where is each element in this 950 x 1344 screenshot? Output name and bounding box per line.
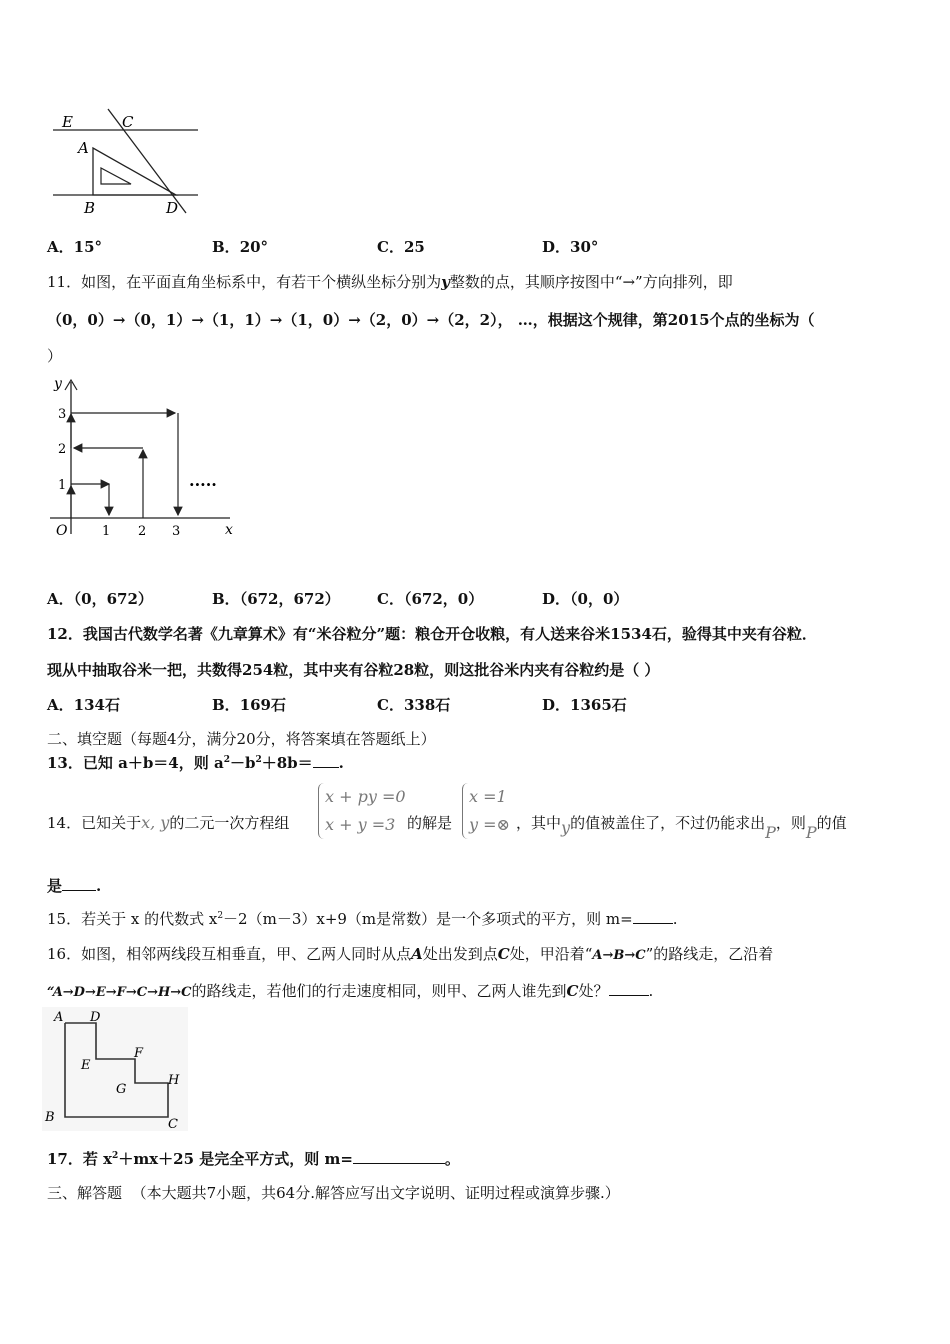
q13: 13．已知 a＋b＝4，则 $a^2-b^2+8b=$ .: [47, 754, 344, 772]
q11-xtick-2: 2: [138, 524, 147, 539]
section3-heading: 三、解答题 （本大题共7小题，共64分.解答应写出文字说明、证明过程或演算步骤.）: [47, 1184, 620, 1202]
q16-label-D: D: [90, 1010, 101, 1025]
q16-label-C: C: [168, 1117, 178, 1132]
q10-option-a: A．15°: [47, 238, 103, 256]
q10-option-b: B．20°: [212, 238, 269, 256]
q11-dots: ·····: [189, 475, 217, 494]
label-C: C: [122, 113, 134, 131]
q16-label-G: G: [116, 1082, 127, 1097]
q11-ytick-1: 1: [58, 478, 67, 493]
q16-label-H: H: [168, 1073, 180, 1088]
q11-xtick-3: 3: [172, 524, 181, 539]
q12-line1: 12．我国古代数学名著《九章算术》有“米谷粒分”题：粮仓开仓收粮，有人送来谷米1534石，验得其中夹有谷粒．: [47, 625, 817, 643]
q11-xtick-1: 1: [102, 524, 111, 539]
q16-label-B: B: [45, 1110, 55, 1125]
q11-line2: （0，0）→（0，1）→（1，1）→（1，0）→（2，0）→（2，2）， …，根据这个规律，第2015个点的坐标为（: [47, 311, 815, 329]
q14-rest: ，其中y的值被盖住了，不过仍能求出P，则P的值: [516, 814, 847, 842]
q11-option-b: B．（672，672）: [212, 590, 340, 608]
q11-origin: O: [56, 523, 68, 539]
q16-line1: 16．如图，相邻两线段互相垂直，甲、乙两人同时从点A处出发到点C处，甲沿着“A→B→C”的路线走，乙沿着: [47, 945, 774, 963]
label-E: E: [62, 113, 73, 131]
label-D: D: [166, 199, 179, 217]
q11-ytick-2: 2: [58, 442, 67, 457]
q11-figure: [45, 374, 245, 544]
q14-solution: x =1 y =⊗: [462, 783, 510, 839]
q11-x-label: x: [225, 522, 233, 538]
q14-prefix: 14．已知关于x, y的二元一次方程组: [47, 813, 290, 832]
q14-line2: 是 .: [47, 877, 102, 895]
section2-heading: 二、填空题（每题4分，满分20分，将答案填在答题纸上）: [47, 730, 436, 748]
q11-ytick-3: 3: [58, 407, 67, 422]
q10-option-c: C．25: [377, 238, 425, 256]
label-B: B: [84, 199, 96, 217]
q11-option-c: C．（672，0）: [377, 590, 484, 608]
q16-label-F: F: [134, 1046, 144, 1061]
q14-system: x + py =0 x + y =3: [318, 783, 406, 839]
q15: 15．若关于 x 的代数式 $x^2-2(m-3)x+9(m$是常数）是一个多项式的平方，则 m= .: [47, 910, 678, 928]
q16-label-E: E: [81, 1058, 91, 1073]
q11-option-d: D．（0，0）: [542, 590, 629, 608]
q10-figure: [48, 105, 208, 217]
q12-option-c: C．338石: [377, 696, 451, 714]
q11-line3: ）: [47, 347, 63, 365]
q12-option-a: A．134石: [47, 696, 120, 714]
q16-figure: [42, 1007, 192, 1132]
q12-line2: 现从中抽取谷米一把，共数得254粒，其中夹有谷粒28粒，则这批谷米内夹有谷粒约是（ ）: [47, 661, 660, 679]
q12-option-d: D．1365石: [542, 696, 627, 714]
q11-line1: 11．如图，在平面直角坐标系中，有若干个横纵坐标分别为y整数的点，其顺序按图中“→”方向排列，即: [47, 273, 733, 291]
q12-option-b: B．169石: [212, 696, 286, 714]
q11-option-a: A．（0，672）: [47, 590, 153, 608]
q16-line2: “A→D→E→F→C→H→C的路线走，若他们的行走速度相同，则甲、乙两人谁先到C处？ .: [47, 982, 654, 1000]
q10-option-d: D．30°: [542, 238, 599, 256]
q17: 17．若 $x^2+mx+25$ 是完全平方式，则 m= 。: [47, 1150, 460, 1168]
q16-label-A: A: [54, 1010, 64, 1025]
q14-mid2: 的解是: [407, 814, 453, 832]
q11-y-label: y: [54, 376, 62, 392]
label-A: A: [78, 139, 89, 157]
